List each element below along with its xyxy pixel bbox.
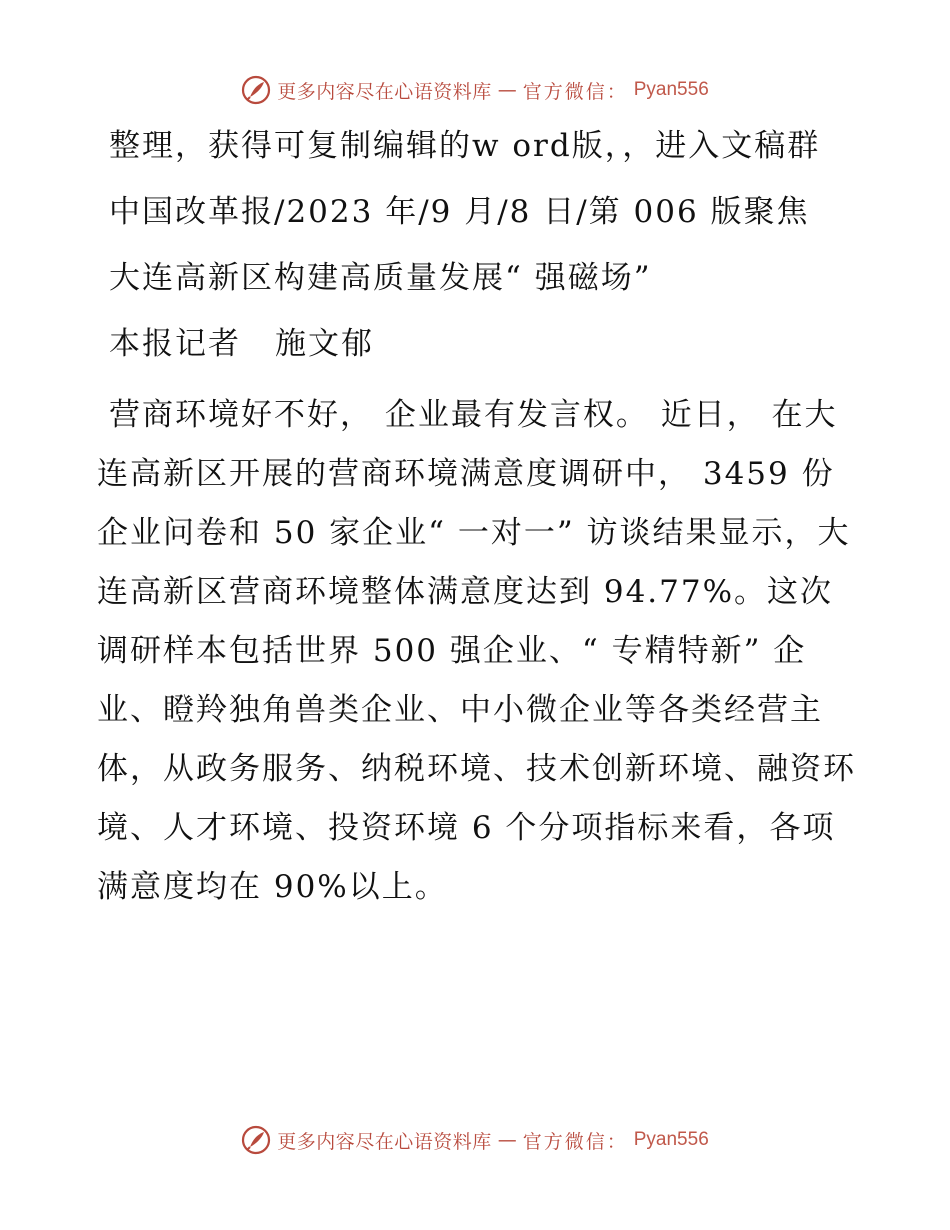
feather-quill-logo <box>241 1125 271 1155</box>
watermark-wechat-id: Pyan556 <box>633 1129 709 1150</box>
body-paragraph: 营商环境好不好， 企业最有发言权。 近日， 在大连高新区开展的营商环境满意度调研中， 3459 份企业问卷和 50 家企业“ 一对一” 访谈结果显示，大连高新区营商环境整体满意度达到 94.77%。这次调研样本包括世界 500 强企业、“ 专精特新” 企业、瞪羚独角兽类企业、中小微企业等各类经营主体，从政务服务、纳税环境、技术创新环境、融资环境、人才环境、投资环境 6 个分项指标来看，各项满意度均在 90%以上。 <box>97 397 856 905</box>
watermark-main-text: 更多内容尽在心语资料库 <box>277 80 492 103</box>
watermark-official-label: 官方微信： <box>522 80 628 103</box>
header-watermark <box>0 72 950 108</box>
feather-quill-logo <box>241 75 271 105</box>
byline-author: 施文郁 <box>275 326 374 362</box>
byline-label: 本报记者 <box>109 326 241 362</box>
byline <box>97 320 857 368</box>
intro-line: 整理，获得可复制编辑的w ord版，，进入文稿群 <box>109 128 821 164</box>
watermark-dash: — <box>497 79 517 101</box>
document-body <box>97 122 857 935</box>
source-line: 中国改革报/2023 年/9 月/8 日/第 006 版聚焦 <box>109 194 810 230</box>
watermark-wechat-id: Pyan556 <box>633 79 709 100</box>
watermark-official-label: 官方微信： <box>522 1130 628 1153</box>
watermark-dash: — <box>497 1129 517 1151</box>
watermark-main-text: 更多内容尽在心语资料库 <box>277 1130 492 1153</box>
article-headline: 大连高新区构建高质量发展“ 强磁场” <box>109 260 652 296</box>
footer-watermark <box>0 1122 950 1158</box>
